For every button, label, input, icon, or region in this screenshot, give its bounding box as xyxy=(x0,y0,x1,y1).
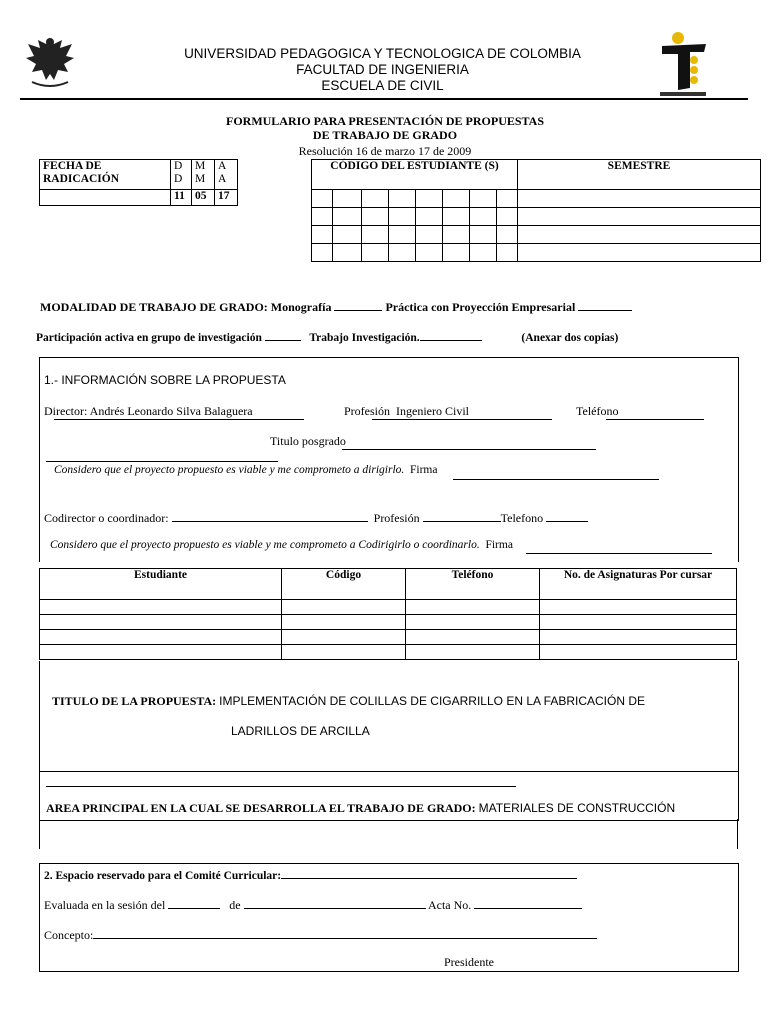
titulo-posgrado-label: Titulo posgrado xyxy=(270,434,346,448)
monografia-label: Monografía xyxy=(270,300,332,314)
form-title-line1: FORMULARIO PARA PRESENTACIÓN DE PROPUESTAS xyxy=(225,114,545,128)
profesion-value[interactable]: Ingeniero Civil xyxy=(396,404,469,418)
telefono-label: Teléfono xyxy=(576,404,619,418)
table-row[interactable] xyxy=(40,615,737,630)
colombia-coat-of-arms-logo xyxy=(24,32,76,94)
acta-field[interactable] xyxy=(474,896,582,909)
codirector-telefono-field[interactable] xyxy=(546,509,588,522)
profesion-underline xyxy=(372,419,552,420)
concepto-row xyxy=(44,926,597,943)
day-header: D D xyxy=(171,160,192,190)
participation-row xyxy=(36,328,618,344)
practica-label: Práctica con Proyección Empresarial xyxy=(385,300,576,314)
student-code-col-header: Código xyxy=(282,569,406,600)
codirector-telefono-label: Telefono xyxy=(500,511,544,525)
school-name: ESCUELA DE CIVIL xyxy=(321,78,444,93)
student-name-header: Estudiante xyxy=(40,569,282,600)
area-right-border xyxy=(737,819,738,849)
codirector-profesion-field[interactable] xyxy=(423,509,501,522)
participacion-label: Participación activa en grupo de investigación xyxy=(36,332,262,344)
profesion-row xyxy=(344,404,469,419)
section1-heading: 1.- INFORMACIÓN SOBRE LA PROPUESTA xyxy=(44,373,286,387)
proposal-title-label: TITULO DE LA PROPUESTA: xyxy=(52,694,217,708)
semester-cell[interactable] xyxy=(518,208,761,226)
evaluada-label: Evaluada en la sesión del xyxy=(44,898,166,912)
student-phone-header: Teléfono xyxy=(406,569,540,600)
trabajo-investigacion-field[interactable] xyxy=(420,328,482,341)
acta-label: Acta No. xyxy=(427,898,472,912)
area-label: AREA PRINCIPAL EN LA CUAL SE DESARROLLA EL TRABAJO DE GRADO: xyxy=(46,801,476,815)
modality-row xyxy=(40,298,632,315)
director-underline xyxy=(54,419,304,420)
practica-field[interactable] xyxy=(578,298,632,311)
students-table xyxy=(39,568,737,660)
section2-heading: 2. Espacio reservado para el Comité Curricular: xyxy=(44,870,282,882)
director-commitment-text: Considero que el proyecto propuesto es viable y me comprometo a dirigirlo. xyxy=(54,464,405,476)
university-header xyxy=(100,46,665,94)
codirector-signature-field[interactable] xyxy=(526,553,712,554)
evaluation-row xyxy=(44,896,582,913)
year-value[interactable]: 17 xyxy=(215,190,238,206)
code-table xyxy=(311,159,761,262)
section1-box xyxy=(39,357,739,562)
semester-header: SEMESTRE xyxy=(518,160,761,190)
student-code-header: CÓDIGO DEL ESTUDIANTE (S) xyxy=(312,160,518,190)
codirector-commitment-text: Considero que el proyecto propuesto es viable y me comprometo a Codirigirlo o coordinarlo. xyxy=(50,539,480,551)
section2-heading-row xyxy=(44,866,577,882)
de-label: de xyxy=(229,898,241,912)
table-row[interactable] xyxy=(40,645,737,660)
date-empty-cell xyxy=(40,190,171,206)
firma2-label: Firma xyxy=(485,539,513,551)
proposal-title-line1[interactable]: IMPLEMENTACIÓN DE COLILLAS DE CIGARRILLO EN LA FABRICACIÓN DE xyxy=(219,694,646,708)
year-header: A A xyxy=(215,160,238,190)
table-row[interactable] xyxy=(40,600,737,615)
concepto-field[interactable] xyxy=(93,926,597,939)
codirector-profesion-label: Profesión xyxy=(373,511,420,525)
semester-cell[interactable] xyxy=(518,226,761,244)
area-top-line xyxy=(46,786,516,787)
proposal-box xyxy=(39,661,739,772)
director-label: Director: xyxy=(44,404,88,418)
area-row xyxy=(46,801,675,816)
proposal-title-line2[interactable]: LADRILLOS DE ARCILLA xyxy=(231,724,370,738)
month-header: M M xyxy=(192,160,215,190)
university-name: UNIVERSIDAD PEDAGOGICA Y TECNOLOGICA DE COLOMBIA xyxy=(184,46,581,61)
session-date-field[interactable] xyxy=(168,896,220,909)
director-value[interactable]: Andrés Leonardo Silva Balaguera xyxy=(89,404,253,418)
resolution: Resolución 16 de marzo 17 de 2009 xyxy=(298,144,472,158)
concepto-label: Concepto: xyxy=(44,928,94,942)
header-divider xyxy=(20,98,748,100)
date-table xyxy=(39,159,238,206)
modality-label: MODALIDAD DE TRABAJO DE GRADO: xyxy=(40,300,268,314)
form-title-line2: DE TRABAJO DE GRADO xyxy=(312,128,458,142)
anexar-note: (Anexar dos copias) xyxy=(521,332,619,344)
day-value[interactable]: 11 xyxy=(171,190,192,206)
participacion-field[interactable] xyxy=(265,328,301,341)
area-left-border xyxy=(39,819,40,849)
titulo-posgrado-field[interactable] xyxy=(342,449,596,450)
presidente-label: Presidente xyxy=(444,955,494,969)
codirector-row xyxy=(44,509,588,526)
session-year-field[interactable] xyxy=(244,896,426,909)
committee-field[interactable] xyxy=(281,866,577,879)
telefono-field[interactable] xyxy=(606,419,704,420)
profesion-label: Profesión xyxy=(344,404,390,418)
codirector-field[interactable] xyxy=(172,509,368,522)
date-label: FECHA DE RADICACIÓN xyxy=(40,160,171,190)
form-title xyxy=(150,114,620,142)
codirector-commitment xyxy=(50,539,513,551)
codirector-label: Codirector o coordinador: xyxy=(44,511,169,525)
proposal-title-row xyxy=(52,694,645,709)
firma-label: Firma xyxy=(410,464,438,476)
semester-cell[interactable] xyxy=(518,190,761,208)
area-value[interactable]: MATERIALES DE CONSTRUCCIÓN xyxy=(478,801,676,815)
director-row xyxy=(44,404,253,419)
trabajo-investigacion-label: Trabajo Investigación. xyxy=(309,332,420,344)
table-row[interactable] xyxy=(40,630,737,645)
director-extra-line xyxy=(46,461,278,462)
monografia-field[interactable] xyxy=(334,298,382,311)
director-signature-field[interactable] xyxy=(453,479,659,480)
director-commitment xyxy=(54,464,438,476)
semester-cell[interactable] xyxy=(518,244,761,262)
faculty-name: FACULTAD DE INGENIERIA xyxy=(296,62,469,77)
month-value[interactable]: 05 xyxy=(192,190,215,206)
subjects-header: No. de Asignaturas Por cursar xyxy=(540,569,737,600)
